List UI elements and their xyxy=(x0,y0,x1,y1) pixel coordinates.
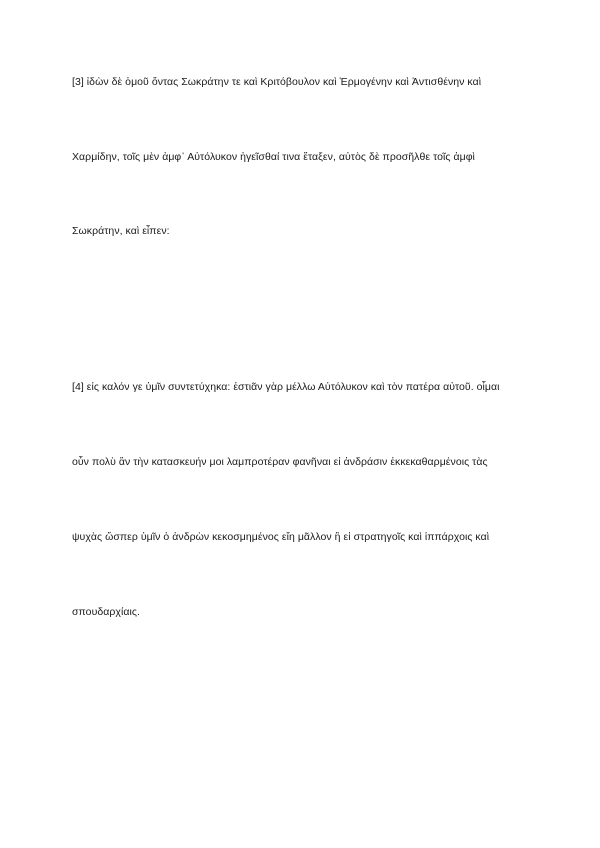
paragraph-line: ψυχὰς ὥσπερ ὑμῖν ὁ ἀνδρὼν κεκοσμημένος εἴη μᾶλλον ἢ εἰ στρατηγοῖς καὶ ἱππάρχοις καὶ xyxy=(72,531,490,543)
paragraph-line: [4] εἰς καλόν γε ὑμῖν συντετύχηκα: ἑστιᾶν γὰρ μέλλω Αὐτόλυκον καὶ τὸν πατέρα αὐτοῦ. οἶμαι xyxy=(72,381,500,393)
paragraph-line: [3] ἰδὼν δὲ ὁμοῦ ὄντας Σωκράτην τε καὶ Κριτόβουλον καὶ Ἑρμογένην καὶ Ἀντισθένην καὶ xyxy=(72,76,482,88)
paragraph-line: οὖν πολὺ ἂν τὴν κατασκευήν μοι λαμπροτέραν φανῆναι εἰ ἀνδράσιν ἐκκεκαθαρμένοις τὰς xyxy=(72,456,488,468)
paragraph-line: Σωκράτην, καὶ εἶπεν: xyxy=(72,225,170,237)
paragraph-line: σπουδαρχίαις. xyxy=(72,606,140,618)
paragraph-line: Χαρμίδην, τοῖς μὲν ἀμφ᾽ Αὐτόλυκον ἡγεῖσθαί τινα ἔταξεν, αὐτὸς δὲ προσῆλθε τοῖς ἀμφὶ xyxy=(72,151,475,163)
